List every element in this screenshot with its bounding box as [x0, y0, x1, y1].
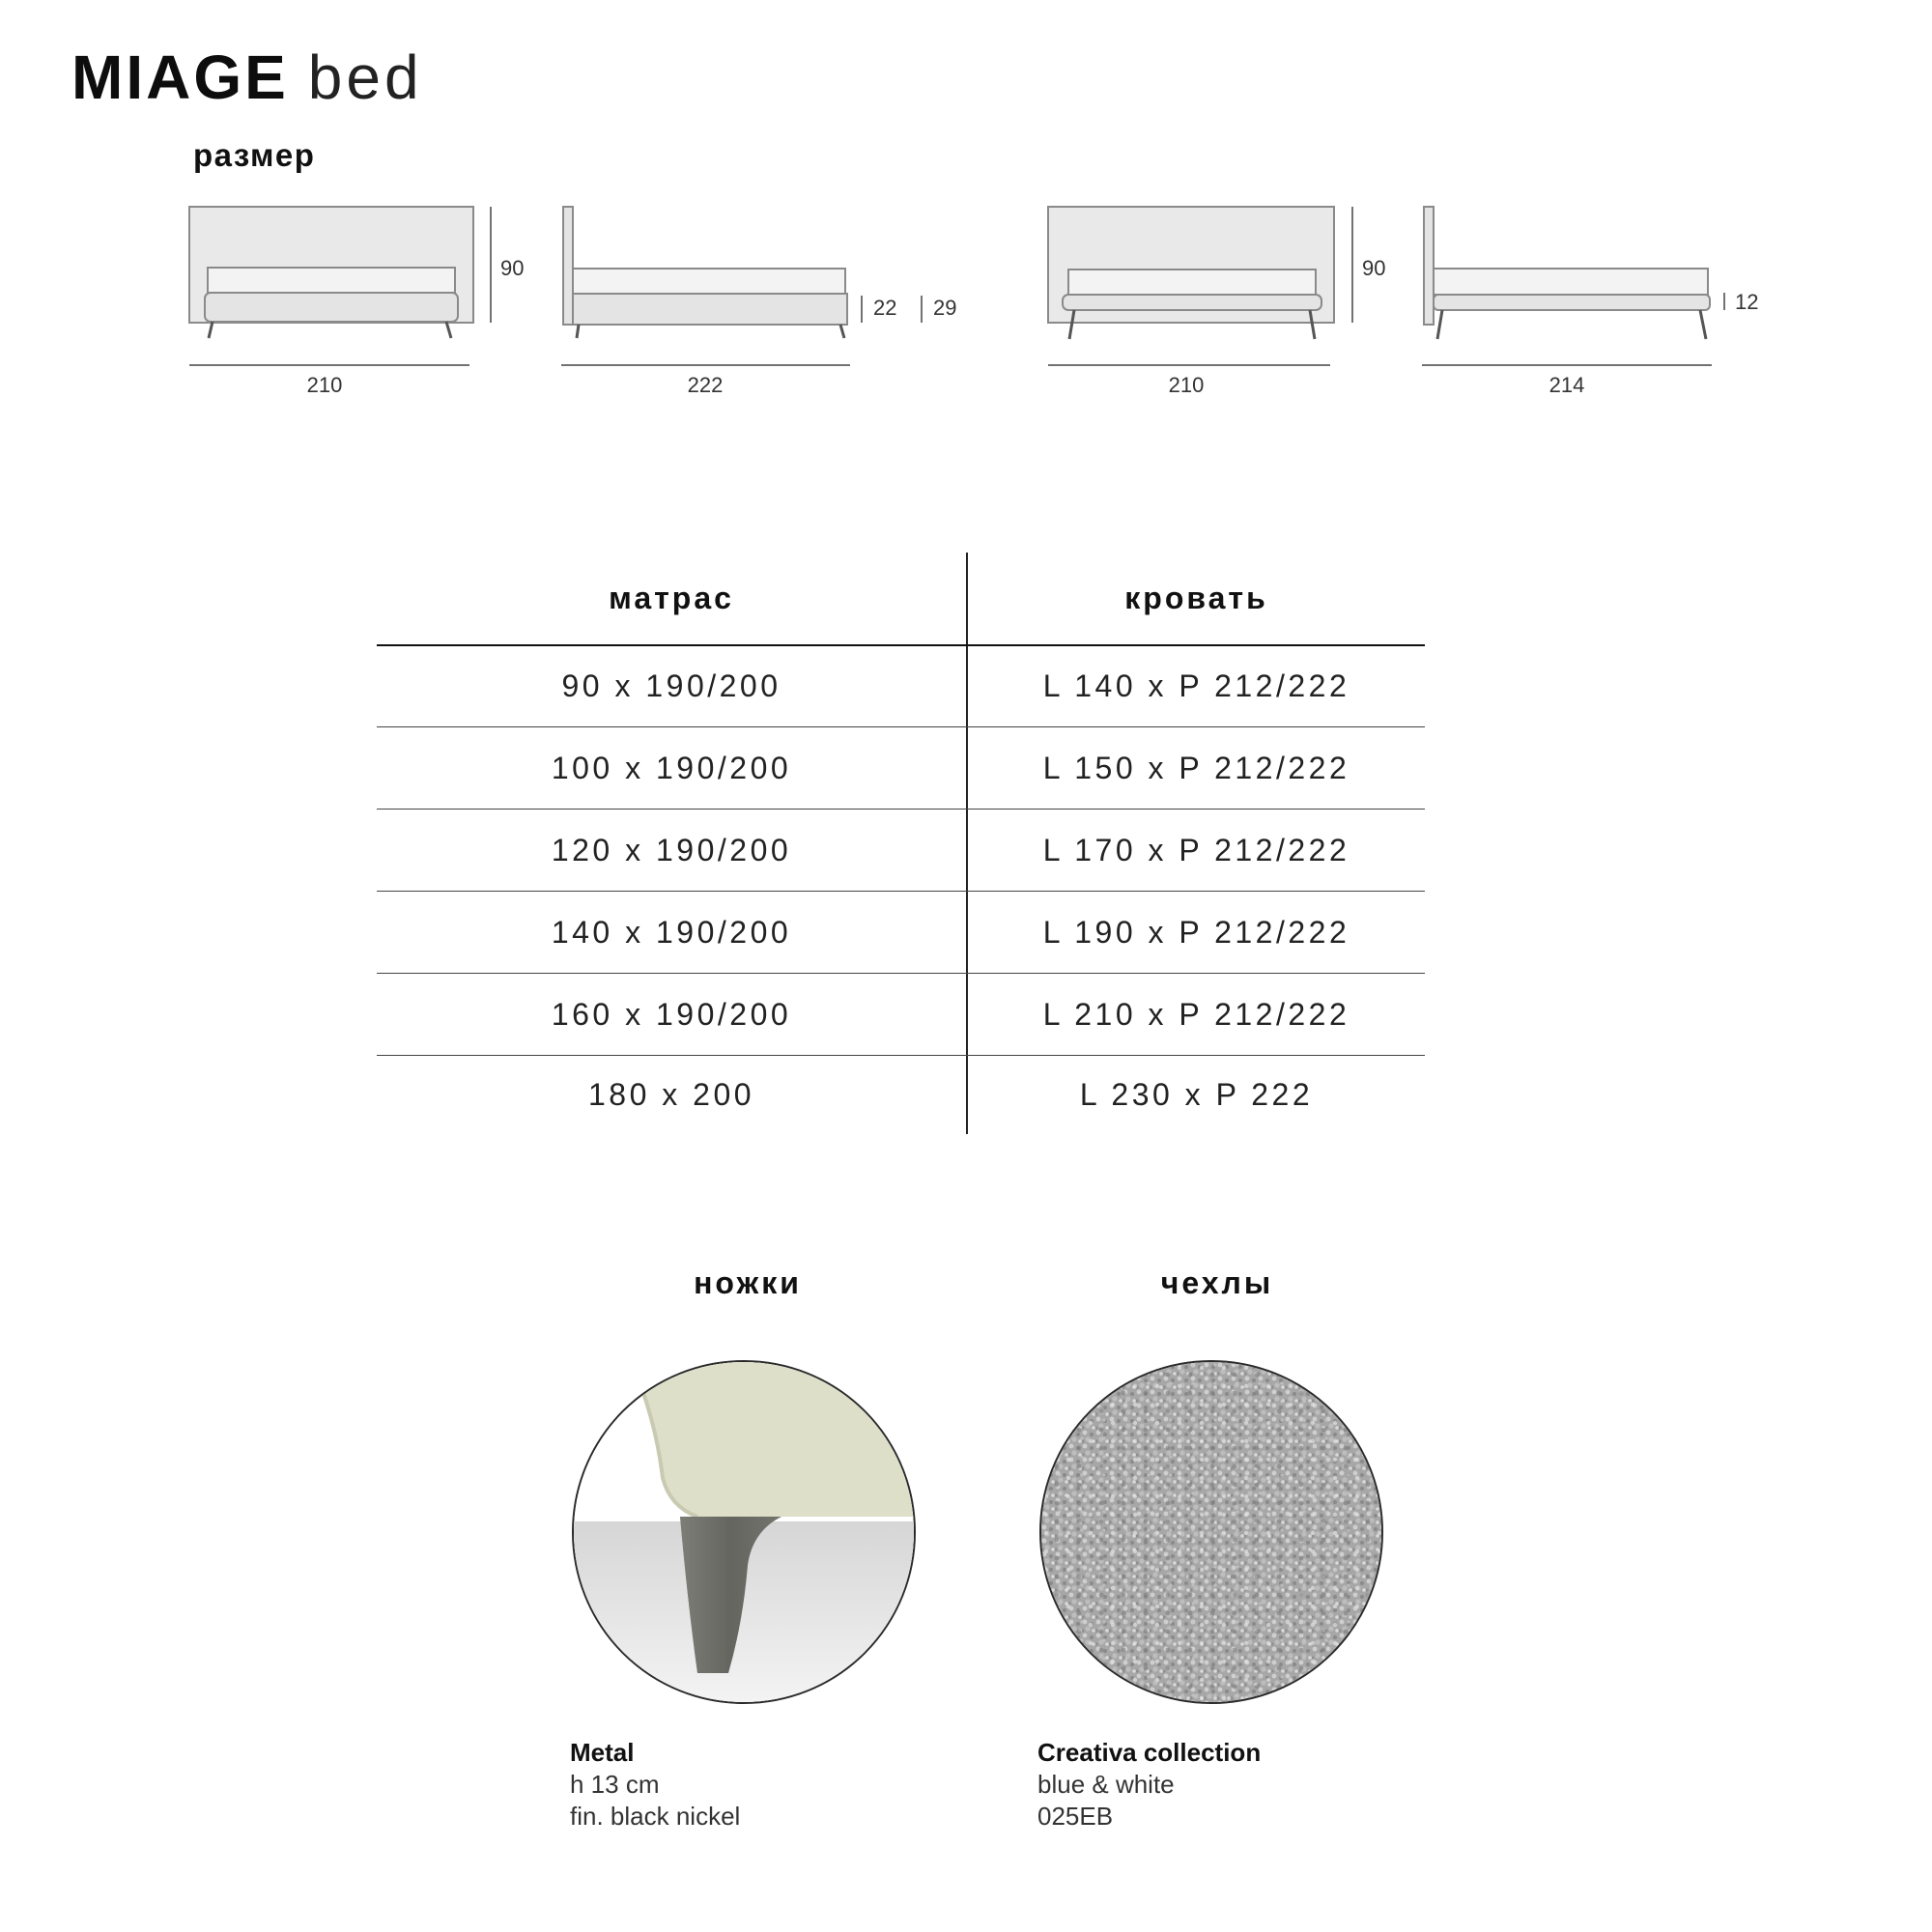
legs-height-text: h 13 cm: [570, 1770, 660, 1799]
mattress-size-cell: 140 x 190/200: [551, 914, 792, 950]
bed-size-cell: L 140 x P 212/222: [1042, 668, 1350, 703]
table-row: [377, 1055, 1425, 1134]
bed-front-view-alt: [1048, 207, 1352, 365]
view2-dim-a-label: 22: [873, 296, 897, 320]
legs-section-title: ножки: [694, 1265, 802, 1300]
fabric-swatch-image: [1039, 1360, 1383, 1704]
covers-code-text: 025EB: [1037, 1802, 1114, 1831]
view3-width-label: 210: [1168, 373, 1205, 397]
view3-height-label: 90: [1362, 256, 1386, 280]
table-row: [377, 973, 1425, 1055]
mattress-size-cell: 100 x 190/200: [551, 750, 792, 785]
legs-caption: [570, 1737, 740, 1833]
bed-size-cell: L 190 x P 212/222: [1042, 914, 1350, 950]
view4-dim-a-label: 12: [1735, 290, 1759, 314]
bed-dimension-drawings: [0, 0, 1932, 415]
bed-size-cell: L 210 x P 212/222: [1042, 996, 1350, 1032]
title-model: MIAGE: [71, 43, 289, 112]
covers-caption: [1037, 1737, 1261, 1833]
size-table: [377, 553, 1425, 1134]
mattress-size-cell: 160 x 190/200: [551, 996, 792, 1032]
mattress-size-cell: 90 x 190/200: [561, 668, 781, 703]
covers-section-title: чехлы: [1160, 1265, 1274, 1300]
view1-width-label: 210: [306, 373, 343, 397]
legs-finish-text: fin. black nickel: [570, 1802, 741, 1831]
table-row: [377, 891, 1425, 973]
view2-dim-b-label: 29: [933, 296, 957, 320]
table-header-mattress: матрас: [609, 581, 734, 615]
bed-size-cell: L 230 x P 222: [1079, 1077, 1314, 1112]
view1-height-label: 90: [500, 256, 525, 280]
table-row: [377, 644, 1425, 726]
legs-material-name: Metal: [570, 1738, 635, 1767]
bed-size-cell: L 170 x P 212/222: [1042, 832, 1350, 867]
covers-color-text: blue & white: [1037, 1770, 1175, 1799]
bed-front-view: [189, 207, 491, 365]
title-type: bed: [307, 43, 423, 112]
mattress-size-cell: 120 x 190/200: [551, 832, 792, 867]
table-row: [377, 726, 1425, 809]
sizes-section-label: размер: [193, 137, 316, 173]
bed-side-view-alt: [1422, 207, 1724, 365]
view4-width-label: 214: [1548, 373, 1585, 397]
view2-width-label: 222: [687, 373, 724, 397]
bed-side-view: [561, 207, 922, 365]
mattress-size-cell: 180 x 200: [587, 1077, 755, 1112]
bed-size-cell: L 150 x P 212/222: [1042, 750, 1350, 785]
leg-swatch-image: [572, 1360, 916, 1704]
table-header-bed: кровать: [1124, 581, 1268, 615]
covers-collection-name: Creativa collection: [1037, 1738, 1262, 1767]
table-row: [377, 809, 1425, 891]
